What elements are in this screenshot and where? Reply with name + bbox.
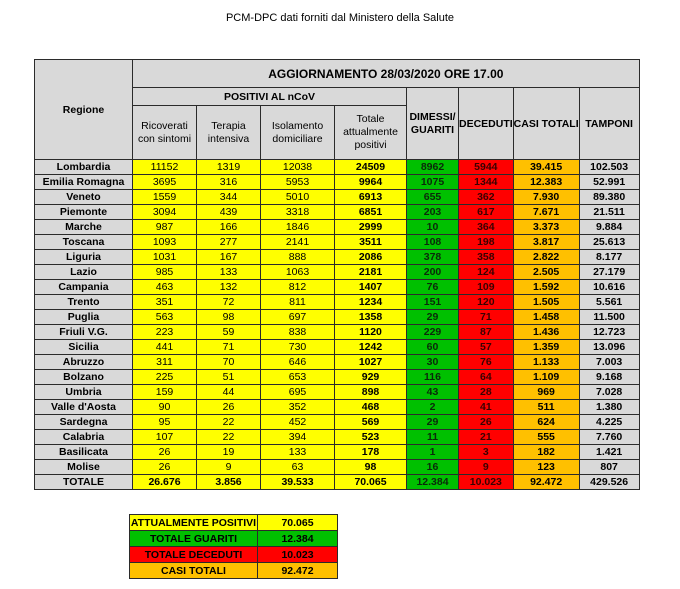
cell-ricoverati: 225	[133, 370, 197, 385]
total-label: TOTALE	[35, 475, 133, 490]
cell-tamponi: 89.380	[579, 190, 639, 205]
table-row	[35, 160, 640, 175]
cell-dimessi: 200	[407, 265, 459, 280]
cell-ricoverati: 90	[133, 400, 197, 415]
cell-totale-positivi: 1242	[335, 340, 407, 355]
cell-deceduti: 109	[459, 280, 514, 295]
cell-casi-totali: 1.458	[513, 310, 579, 325]
table-row	[35, 460, 640, 475]
cell-casi-totali: 624	[513, 415, 579, 430]
cell-ricoverati: 3094	[133, 205, 197, 220]
table-row	[35, 310, 640, 325]
cell-casi-totali: 1.359	[513, 340, 579, 355]
cell-ricoverati: 1559	[133, 190, 197, 205]
total-dimessi: 12.384	[407, 475, 459, 490]
summary-value: 92.472	[258, 563, 338, 579]
cell-totale-positivi: 569	[335, 415, 407, 430]
cell-totale-positivi: 9964	[335, 175, 407, 190]
cell-totale-positivi: 98	[335, 460, 407, 475]
cell-terapia: 167	[197, 250, 261, 265]
region-name: Emilia Romagna	[35, 175, 133, 190]
cell-ricoverati: 441	[133, 340, 197, 355]
cell-tamponi: 27.179	[579, 265, 639, 280]
region-name: Friuli V.G.	[35, 325, 133, 340]
cell-terapia: 9	[197, 460, 261, 475]
cell-totale-positivi: 1358	[335, 310, 407, 325]
summary-row	[130, 515, 338, 531]
cell-terapia: 344	[197, 190, 261, 205]
cell-isolamento: 1063	[261, 265, 335, 280]
cell-deceduti: 9	[459, 460, 514, 475]
region-name: Sicilia	[35, 340, 133, 355]
cell-tamponi: 7.760	[579, 430, 639, 445]
cell-totale-positivi: 2999	[335, 220, 407, 235]
cell-totale-positivi: 6913	[335, 190, 407, 205]
cell-totale-positivi: 1120	[335, 325, 407, 340]
cell-deceduti: 57	[459, 340, 514, 355]
table-row	[35, 370, 640, 385]
cell-ricoverati: 985	[133, 265, 197, 280]
total-row	[35, 475, 640, 490]
cell-terapia: 316	[197, 175, 261, 190]
cell-terapia: 26	[197, 400, 261, 415]
cell-casi-totali: 2.505	[513, 265, 579, 280]
cell-totale-positivi: 2181	[335, 265, 407, 280]
table-row	[35, 400, 640, 415]
table-row	[35, 190, 640, 205]
cell-deceduti: 3	[459, 445, 514, 460]
table-row	[35, 295, 640, 310]
cell-terapia: 70	[197, 355, 261, 370]
cell-terapia: 277	[197, 235, 261, 250]
region-name: Toscana	[35, 235, 133, 250]
cell-isolamento: 5010	[261, 190, 335, 205]
cell-tamponi: 13.096	[579, 340, 639, 355]
region-name: Molise	[35, 460, 133, 475]
total-ricoverati: 26.676	[133, 475, 197, 490]
cell-deceduti: 64	[459, 370, 514, 385]
cell-tamponi: 9.168	[579, 370, 639, 385]
cell-dimessi: 30	[407, 355, 459, 370]
cell-totale-positivi: 1407	[335, 280, 407, 295]
cell-deceduti: 41	[459, 400, 514, 415]
cell-deceduti: 198	[459, 235, 514, 250]
table-row	[35, 235, 640, 250]
cell-terapia: 133	[197, 265, 261, 280]
cell-tamponi: 1.421	[579, 445, 639, 460]
cell-ricoverati: 3695	[133, 175, 197, 190]
cell-ricoverati: 311	[133, 355, 197, 370]
cell-totale-positivi: 929	[335, 370, 407, 385]
cell-deceduti: 76	[459, 355, 514, 370]
total-deceduti: 10.023	[459, 475, 514, 490]
header-regione: Regione	[35, 60, 133, 160]
summary-table	[129, 514, 338, 579]
cell-terapia: 98	[197, 310, 261, 325]
table-row	[35, 445, 640, 460]
cell-casi-totali: 182	[513, 445, 579, 460]
cell-totale-positivi: 1027	[335, 355, 407, 370]
cell-isolamento: 2141	[261, 235, 335, 250]
cell-ricoverati: 159	[133, 385, 197, 400]
cell-deceduti: 120	[459, 295, 514, 310]
header-tamponi: TAMPONI	[579, 88, 639, 160]
cell-totale-positivi: 898	[335, 385, 407, 400]
cell-terapia: 439	[197, 205, 261, 220]
table-row	[35, 280, 640, 295]
summary-value: 12.384	[258, 531, 338, 547]
cell-ricoverati: 1031	[133, 250, 197, 265]
cell-terapia: 22	[197, 415, 261, 430]
region-name: Campania	[35, 280, 133, 295]
header-deceduti: DECEDUTI	[459, 88, 514, 160]
table-row	[35, 355, 640, 370]
cell-isolamento: 452	[261, 415, 335, 430]
cell-dimessi: 229	[407, 325, 459, 340]
cell-tamponi: 102.503	[579, 160, 639, 175]
summary-value: 10.023	[258, 547, 338, 563]
total-casi: 92.472	[513, 475, 579, 490]
total-terapia: 3.856	[197, 475, 261, 490]
cell-tamponi: 7.028	[579, 385, 639, 400]
cell-isolamento: 838	[261, 325, 335, 340]
cell-ricoverati: 463	[133, 280, 197, 295]
cell-isolamento: 811	[261, 295, 335, 310]
cell-ricoverati: 1093	[133, 235, 197, 250]
cell-isolamento: 697	[261, 310, 335, 325]
cell-totale-positivi: 24509	[335, 160, 407, 175]
cell-totale-positivi: 6851	[335, 205, 407, 220]
cell-totale-positivi: 2086	[335, 250, 407, 265]
cell-totale-positivi: 523	[335, 430, 407, 445]
region-name: Valle d'Aosta	[35, 400, 133, 415]
cell-dimessi: 203	[407, 205, 459, 220]
summary-row	[130, 547, 338, 563]
cell-isolamento: 133	[261, 445, 335, 460]
region-name: Sardegna	[35, 415, 133, 430]
cell-totale-positivi: 178	[335, 445, 407, 460]
cell-casi-totali: 3.373	[513, 220, 579, 235]
summary-row	[130, 563, 338, 579]
cell-deceduti: 5944	[459, 160, 514, 175]
cell-tamponi: 25.613	[579, 235, 639, 250]
region-name: Trento	[35, 295, 133, 310]
table-row	[35, 220, 640, 235]
total-isolamento: 39.533	[261, 475, 335, 490]
header-totale-positivi: Totale attualmente positivi	[335, 106, 407, 160]
cell-deceduti: 1344	[459, 175, 514, 190]
cell-casi-totali: 555	[513, 430, 579, 445]
cell-tamponi: 21.511	[579, 205, 639, 220]
cell-totale-positivi: 1234	[335, 295, 407, 310]
cell-dimessi: 1075	[407, 175, 459, 190]
cell-isolamento: 646	[261, 355, 335, 370]
region-name: Abruzzo	[35, 355, 133, 370]
cell-isolamento: 695	[261, 385, 335, 400]
header-ricoverati: Ricoverati con sintomi	[133, 106, 197, 160]
region-name: Umbria	[35, 385, 133, 400]
cell-dimessi: 1	[407, 445, 459, 460]
total-tamponi: 429.526	[579, 475, 639, 490]
cell-ricoverati: 107	[133, 430, 197, 445]
cell-terapia: 19	[197, 445, 261, 460]
table-row	[35, 325, 640, 340]
cell-dimessi: 8962	[407, 160, 459, 175]
cell-deceduti: 358	[459, 250, 514, 265]
cell-isolamento: 730	[261, 340, 335, 355]
cell-dimessi: 378	[407, 250, 459, 265]
table-row	[35, 430, 640, 445]
cell-isolamento: 12038	[261, 160, 335, 175]
cell-dimessi: 10	[407, 220, 459, 235]
cell-deceduti: 617	[459, 205, 514, 220]
table-row	[35, 205, 640, 220]
region-name: Calabria	[35, 430, 133, 445]
cell-terapia: 59	[197, 325, 261, 340]
cell-tamponi: 9.884	[579, 220, 639, 235]
cell-casi-totali: 39.415	[513, 160, 579, 175]
cell-casi-totali: 1.133	[513, 355, 579, 370]
cell-ricoverati: 95	[133, 415, 197, 430]
cell-terapia: 166	[197, 220, 261, 235]
cell-isolamento: 653	[261, 370, 335, 385]
region-name: Puglia	[35, 310, 133, 325]
cell-ricoverati: 987	[133, 220, 197, 235]
cell-casi-totali: 2.822	[513, 250, 579, 265]
cell-dimessi: 76	[407, 280, 459, 295]
summary-label: ATTUALMENTE POSITIVI	[130, 516, 257, 529]
cell-dimessi: 43	[407, 385, 459, 400]
cell-casi-totali: 7.930	[513, 190, 579, 205]
header-terapia: Terapia intensiva	[197, 106, 261, 160]
cell-casi-totali: 12.383	[513, 175, 579, 190]
cell-terapia: 44	[197, 385, 261, 400]
cell-deceduti: 124	[459, 265, 514, 280]
cell-ricoverati: 26	[133, 445, 197, 460]
cell-ricoverati: 351	[133, 295, 197, 310]
cell-terapia: 71	[197, 340, 261, 355]
source-caption: PCM-DPC dati forniti dal Ministero della Salute	[225, 12, 455, 24]
table-row	[35, 175, 640, 190]
cell-casi-totali: 3.817	[513, 235, 579, 250]
cell-dimessi: 655	[407, 190, 459, 205]
region-name: Piemonte	[35, 205, 133, 220]
cell-terapia: 72	[197, 295, 261, 310]
cell-totale-positivi: 3511	[335, 235, 407, 250]
cell-tamponi: 11.500	[579, 310, 639, 325]
region-name: Basilicata	[35, 445, 133, 460]
cell-tamponi: 1.380	[579, 400, 639, 415]
header-aggiornamento: AGGIORNAMENTO 28/03/2020 ORE 17.00	[133, 60, 640, 88]
header-casi-totali: CASI TOTALI	[513, 88, 579, 160]
cell-dimessi: 29	[407, 310, 459, 325]
cell-tamponi: 5.561	[579, 295, 639, 310]
cell-deceduti: 87	[459, 325, 514, 340]
table-row	[35, 250, 640, 265]
cell-deceduti: 71	[459, 310, 514, 325]
cell-ricoverati: 26	[133, 460, 197, 475]
summary-row	[130, 531, 338, 547]
cell-isolamento: 1846	[261, 220, 335, 235]
cell-deceduti: 362	[459, 190, 514, 205]
cell-casi-totali: 123	[513, 460, 579, 475]
cell-isolamento: 352	[261, 400, 335, 415]
cell-terapia: 132	[197, 280, 261, 295]
region-name: Veneto	[35, 190, 133, 205]
cell-deceduti: 364	[459, 220, 514, 235]
cell-tamponi: 52.991	[579, 175, 639, 190]
regional-data-table	[34, 59, 640, 490]
region-name: Lombardia	[35, 160, 133, 175]
cell-isolamento: 888	[261, 250, 335, 265]
region-name: Marche	[35, 220, 133, 235]
summary-label: TOTALE DECEDUTI	[130, 547, 258, 563]
cell-casi-totali: 1.505	[513, 295, 579, 310]
header-positivi: POSITIVI AL nCoV	[133, 88, 407, 106]
cell-terapia: 1319	[197, 160, 261, 175]
summary-value: 70.065	[258, 515, 338, 531]
cell-casi-totali: 1.109	[513, 370, 579, 385]
cell-dimessi: 11	[407, 430, 459, 445]
cell-casi-totali: 511	[513, 400, 579, 415]
cell-dimessi: 60	[407, 340, 459, 355]
region-name: Lazio	[35, 265, 133, 280]
cell-ricoverati: 563	[133, 310, 197, 325]
cell-tamponi: 807	[579, 460, 639, 475]
cell-isolamento: 3318	[261, 205, 335, 220]
cell-casi-totali: 1.436	[513, 325, 579, 340]
cell-dimessi: 29	[407, 415, 459, 430]
summary-label: TOTALE GUARITI	[130, 531, 258, 547]
table-row	[35, 265, 640, 280]
header-isolamento: Isolamento domiciliare	[261, 106, 335, 160]
cell-tamponi: 7.003	[579, 355, 639, 370]
cell-dimessi: 16	[407, 460, 459, 475]
cell-tamponi: 8.177	[579, 250, 639, 265]
cell-deceduti: 21	[459, 430, 514, 445]
region-name: Liguria	[35, 250, 133, 265]
table-row	[35, 415, 640, 430]
cell-tamponi: 12.723	[579, 325, 639, 340]
summary-label: CASI TOTALI	[130, 563, 258, 579]
cell-terapia: 22	[197, 430, 261, 445]
cell-dimessi: 116	[407, 370, 459, 385]
cell-tamponi: 4.225	[579, 415, 639, 430]
cell-isolamento: 812	[261, 280, 335, 295]
cell-dimessi: 151	[407, 295, 459, 310]
table-row	[35, 340, 640, 355]
cell-ricoverati: 223	[133, 325, 197, 340]
cell-dimessi: 108	[407, 235, 459, 250]
cell-isolamento: 394	[261, 430, 335, 445]
cell-totale-positivi: 468	[335, 400, 407, 415]
cell-deceduti: 26	[459, 415, 514, 430]
cell-casi-totali: 7.671	[513, 205, 579, 220]
cell-tamponi: 10.616	[579, 280, 639, 295]
total-positivi: 70.065	[335, 475, 407, 490]
cell-terapia: 51	[197, 370, 261, 385]
table-row	[35, 385, 640, 400]
cell-casi-totali: 969	[513, 385, 579, 400]
cell-isolamento: 5953	[261, 175, 335, 190]
cell-dimessi: 2	[407, 400, 459, 415]
cell-isolamento: 63	[261, 460, 335, 475]
cell-deceduti: 28	[459, 385, 514, 400]
cell-casi-totali: 1.592	[513, 280, 579, 295]
cell-ricoverati: 11152	[133, 160, 197, 175]
region-name: Bolzano	[35, 370, 133, 385]
header-dimessi: DIMESSI/ GUARITI	[407, 88, 459, 160]
